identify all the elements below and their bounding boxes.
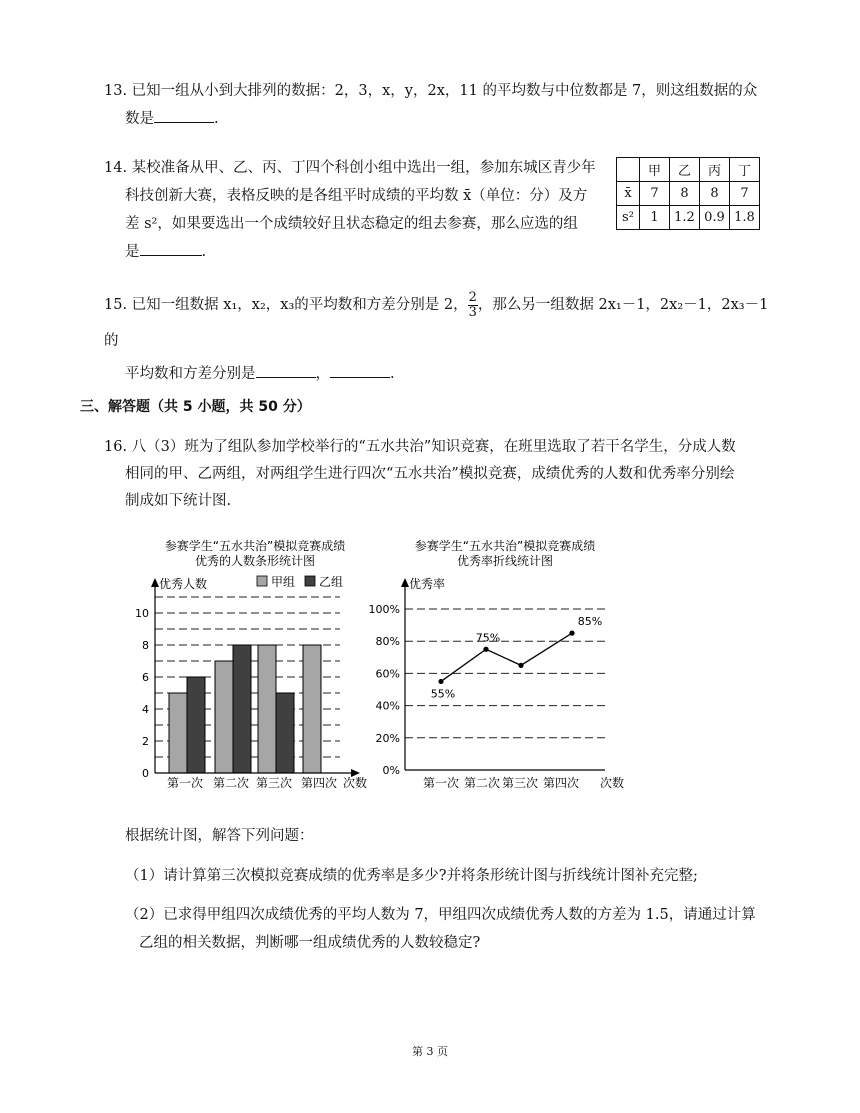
q15-text-3: 平均数和方差分别是 <box>125 366 256 382</box>
bar-chart-subtitle: 优秀的人数条形统计图 <box>194 554 316 568</box>
table-row <box>617 182 760 206</box>
question-15 <box>104 287 784 389</box>
y-tick-label: 10 <box>135 607 149 620</box>
question-14 <box>104 154 614 266</box>
y-tick-label: 4 <box>142 703 149 716</box>
q15-answer-blank-2[interactable] <box>330 361 390 378</box>
line-point <box>438 679 443 684</box>
q16-text-3: 制成如下统计图. <box>125 493 232 509</box>
table-header-row <box>617 158 760 182</box>
question-16 <box>104 434 784 515</box>
y-tick-label: 6 <box>142 671 149 684</box>
y-tick-label: 2 <box>142 735 149 748</box>
table-cell: 1 <box>640 206 670 230</box>
section-3-heading: 三、解答题（共 5 小题，共 50 分） <box>80 399 311 415</box>
y-tick-label: 0 <box>142 767 149 780</box>
q14-text-5: . <box>201 244 207 260</box>
line-chart-series <box>431 615 602 700</box>
q16-number: 16. <box>104 439 128 455</box>
y-tick-label: 60% <box>375 667 400 681</box>
bar-yi <box>276 693 294 773</box>
line-chart-title: 参赛学生“五水共治”模拟竞赛成绩 <box>414 539 596 553</box>
bar-jia <box>169 693 187 773</box>
line-chart-x-tick-labels <box>423 775 579 790</box>
question-13 <box>104 77 764 133</box>
x-tick-label: 第四次 <box>542 776 580 790</box>
bar-jia <box>215 661 233 773</box>
q13-text: 已知一组从小到大排列的数据：2，3，x，y，2x，11 的平均数与中位数都是 7，则这组数据的众 <box>131 83 758 99</box>
table-cell: 甲 <box>640 158 670 182</box>
table-cell: 0.9 <box>700 206 730 230</box>
q16-text-1: 八（3）班为了组队参加学校举行的“五水共治”知识竞赛，在班里选取了若干名学生，分成人数 <box>131 439 736 455</box>
q15-answer-blank-1[interactable] <box>256 361 316 378</box>
table-cell: 7 <box>640 182 670 206</box>
q15-text-1: 已知一组数据 x₁，x₂，x₃的平均数和方差分别是 2， <box>131 297 468 313</box>
point-label: 75% <box>475 631 501 645</box>
page-number: 第 3 页 <box>412 1045 448 1058</box>
y-tick-label: 40% <box>375 699 400 713</box>
table-cell: x̄ <box>617 182 640 206</box>
table-cell: 1.8 <box>730 206 760 230</box>
table-cell: s² <box>617 206 640 230</box>
line-chart-axes <box>401 578 605 770</box>
bar-yi <box>187 677 205 773</box>
q16-sub-2-text-2: 乙组的相关数据，判断哪一组成绩优秀的人数较稳定? <box>139 935 481 951</box>
q13-answer-blank[interactable] <box>154 106 214 123</box>
table-cell <box>617 158 640 182</box>
bar-chart-bars <box>169 645 321 773</box>
bar-chart <box>125 533 375 798</box>
table-cell: 1.2 <box>670 206 700 230</box>
legend-swatch-jia <box>257 576 267 586</box>
q16-prompt: 根据统计图，解答下列问题： <box>125 828 314 844</box>
line-point <box>483 647 488 652</box>
q13-number: 13. <box>104 83 128 99</box>
q16-sub-question-1: （1）请计算第三次模拟竞赛成绩的优秀率是多少?并将条形统计图与折线统计图补充完整; <box>125 868 698 884</box>
bar-yi <box>233 645 251 773</box>
q15-text-2: ，那么另一组数据 2x₁－1，2x₂－1，2x₃－1 的 <box>104 297 769 349</box>
bar-chart-ylabel: 优秀人数 <box>159 577 208 591</box>
bar-chart-title: 参赛学生“五水共治”模拟竞赛成绩 <box>164 539 346 553</box>
line-chart-subtitle: 优秀率折线统计图 <box>456 554 554 568</box>
table-cell: 7 <box>730 182 760 206</box>
q14-answer-blank[interactable] <box>140 239 202 256</box>
x-tick-label: 第一次 <box>422 776 460 790</box>
q15-text-5: . <box>390 366 395 382</box>
line-chart <box>368 533 630 798</box>
bar-jia <box>258 645 276 773</box>
y-axis-arrow <box>151 578 159 587</box>
q16-text-2: 相同的甲、乙两组，对两组学生进行四次“五水共治”模拟竞赛，成绩优秀的人数和优秀率分别绘 <box>125 466 735 482</box>
q15-fraction <box>468 291 478 320</box>
q14-text-3: 差 s²，如果要选出一个成绩较好且状态稳定的组去参赛，那么应选的组 <box>125 216 578 232</box>
table-cell: 8 <box>700 182 730 206</box>
bar-chart-y-tick-labels <box>135 607 149 780</box>
x-tick-label: 第三次 <box>501 776 539 790</box>
y-tick-label: 20% <box>375 731 400 745</box>
table-cell: 乙 <box>670 158 700 182</box>
x-tick-label: 第四次 <box>300 776 338 790</box>
q14-number: 14. <box>104 160 128 176</box>
x-tick-label: 第二次 <box>463 776 501 790</box>
bar-chart-xlabel: 次数 <box>343 776 368 790</box>
point-label: 85% <box>577 615 603 629</box>
q14-text-2: 科技创新大赛，表格反映的是各组平时成绩的平均数 x̄（单位：分）及方 <box>125 188 588 204</box>
line-chart-grid <box>405 609 605 738</box>
y-tick-label: 80% <box>375 635 400 649</box>
bar-chart-x-tick-labels <box>167 775 337 790</box>
fraction-numerator: 2 <box>468 289 477 305</box>
legend-label-jia: 甲组 <box>271 575 296 589</box>
table-cell: 丁 <box>730 158 760 182</box>
line-point <box>518 663 523 668</box>
x-tick-label: 第一次 <box>166 776 204 790</box>
x-tick-label: 第三次 <box>255 776 293 790</box>
q13-text-3: . <box>214 111 219 127</box>
q14-text-1: 某校准备从甲、乙、丙、丁四个科创小组中选出一组，参加东城区青少年 <box>131 160 596 176</box>
legend-swatch-yi <box>305 576 315 586</box>
q15-number: 15. <box>104 297 128 313</box>
line-chart-y-tick-labels <box>369 603 400 777</box>
q15-text-4: ， <box>315 366 330 382</box>
point-label: 55% <box>430 687 456 701</box>
y-tick-label: 0% <box>382 764 400 777</box>
fraction-denominator: 3 <box>468 304 477 320</box>
x-tick-label: 第二次 <box>212 776 250 790</box>
line-chart-xlabel: 次数 <box>600 776 625 790</box>
q14-score-table <box>616 157 760 230</box>
q14-text-4: 是 <box>125 244 140 260</box>
line-chart-ylabel: 优秀率 <box>409 577 446 591</box>
line-series-path <box>441 633 572 681</box>
legend-label-yi: 乙组 <box>319 575 344 589</box>
q16-sub-question-2 <box>125 901 785 957</box>
table-row <box>617 206 760 230</box>
q16-sub-2-text-1: （2）已求得甲组四次成绩优秀的平均人数为 7，甲组四次成绩优秀人数的方差为 1.5，请通过计算 <box>125 907 756 923</box>
q13-text-2: 数是 <box>125 111 154 127</box>
table-cell: 8 <box>670 182 700 206</box>
y-tick-label: 100% <box>368 603 400 616</box>
y-axis-arrow <box>401 578 409 587</box>
table-cell: 丙 <box>700 158 730 182</box>
y-tick-label: 8 <box>142 639 149 652</box>
bar-jia <box>303 645 321 773</box>
line-point <box>569 631 574 636</box>
